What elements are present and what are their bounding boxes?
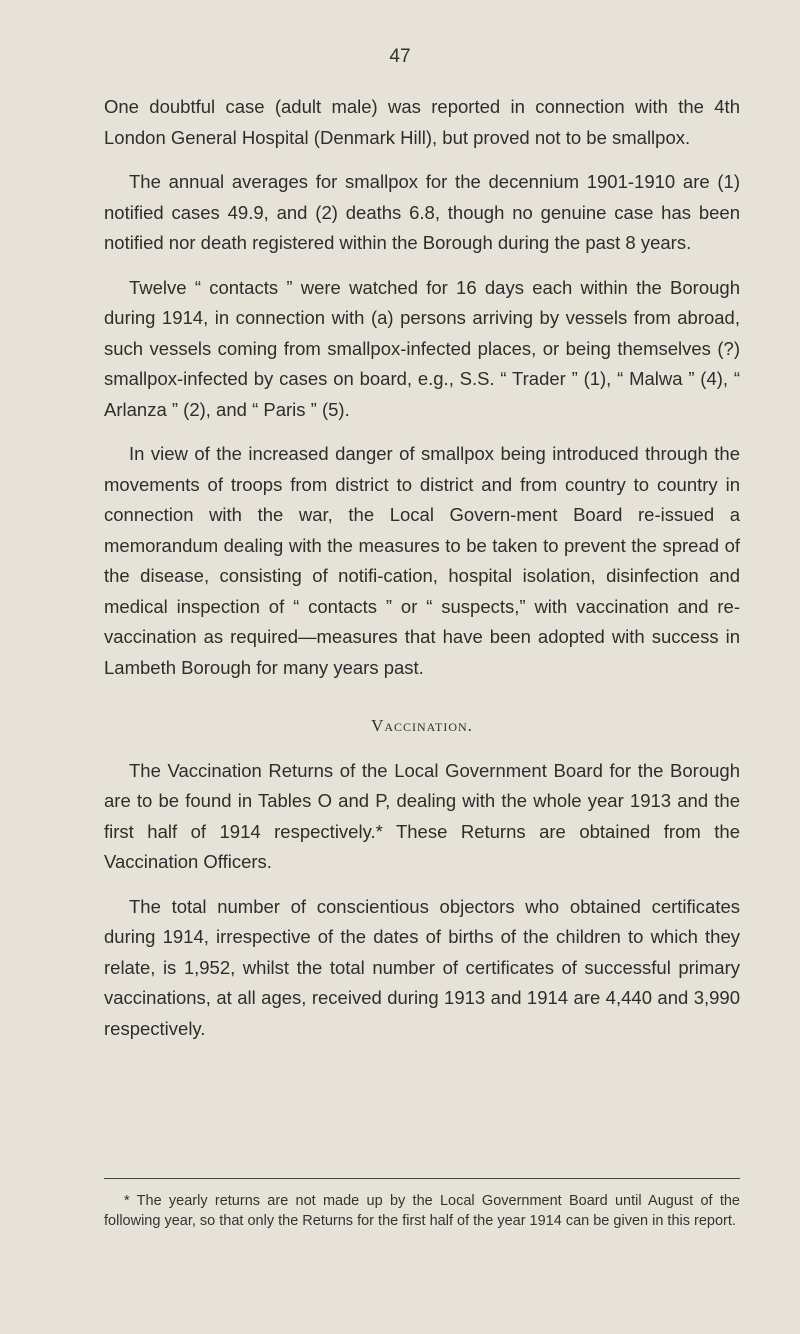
- footnote-divider: [104, 1178, 740, 1179]
- footnote: * The yearly returns are not made up by the Local Government Board until August of the following year, so that only the Returns for the first half of the year 1914 can be given in this report.: [104, 1193, 740, 1229]
- paragraph-vaccination-returns: The Vaccination Returns of the Local Government Board for the Borough are to be found in Tables O and P, dealing with the whole year 1913 and the first half of 1914 respectively.* These Returns are obtained from the Vaccination Officers.: [104, 759, 740, 872]
- section-heading-vaccination: Vaccination.: [371, 716, 473, 735]
- paragraph-contacts: Twelve “ contacts ” were watched for 16 days each within the Borough during 1914, in connection with (a) persons arriving by vessels from abroad, such vessels coming from smallpox-infected places, or being themselves (?) smallpox-infected by cases on board, e.g., S.S. “ Trader ” (1), “ Malwa ” (4), “ Arlanza ” (2), and “ Paris ” (5).: [104, 276, 740, 420]
- paragraph-doubtful-case: One doubtful case (adult male) was reported in connection with the 4th London General Hospital (Denmark Hill), but proved not to be smallpox.: [104, 96, 740, 148]
- paragraph-conscientious-objectors: The total number of conscientious objectors who obtained certificates during 1914, irrespective of the dates of births of the children to which they relate, is 1,952, whilst the total number of certificates of successful primary vaccinations, at all ages, received during 1913 and 1914 are 4,440 and 3,990 respectively.: [104, 895, 740, 1039]
- paragraph-annual-averages: The annual averages for smallpox for the decennium 1901-1910 are (1) notified cases 49.9, and (2) deaths 6.8, though no genuine case has been notified nor death registered within the Borough during the past 8 years.: [104, 171, 740, 253]
- paragraph-increased-danger: In view of the increased danger of smallpox being introduced through the movements of troops from district to district and from country to country in connection with the war, the Local Govern-ment Board re-issued a memorandum dealing with the measures to be taken to prevent the spread of the disease, consisting of notifi-cation, hospital isolation, disinfection and medical inspection of “ contacts ” or “ suspects,” with vaccination and re-vaccination as required—measures that have been adopted with success in Lambeth Borough for many years past.: [104, 443, 740, 678]
- page-number: 47: [389, 46, 411, 67]
- body-text: [104, 92, 740, 1058]
